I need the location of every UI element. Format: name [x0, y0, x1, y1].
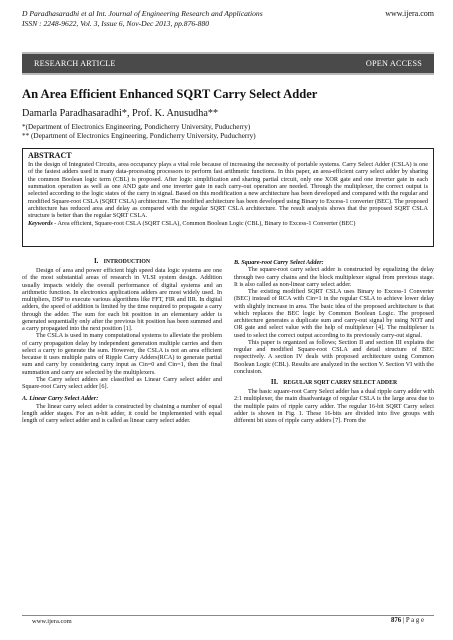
- affiliation-1: *(Department of Electronics Engineering, Pondicherry University, Puducherry): [22, 123, 251, 131]
- page-label: | P a g e: [401, 617, 424, 624]
- section-heading-introduction: [22, 257, 222, 267]
- sqrt-csla-paragraph-2: The existing modified SQRT CSLA uses Binary to Excess-1 Converter (BEC) instead of RCA with Cin=1 in the regular CSLA to achieve lower delay with slightly increase in area. The basic idea of the proposed architecture is that which replaces the BEC logic by Common Boolean Logic. The proposed architecture generates a duplicate sum and carry-out signal by using NOT and OR gate and select value with the help of multiplexer [4]. The multiplexer is used to select the correct output according to its previously carry-out signal.: [234, 288, 434, 339]
- subsection-heading-linear: A. Linear Carry Select Adder:: [22, 395, 99, 403]
- page-num: 876: [390, 617, 402, 624]
- affiliations: [22, 123, 256, 141]
- left-column: [22, 257, 222, 424]
- page-footer: [22, 615, 434, 628]
- journal-url[interactable]: www.ijera.com: [385, 9, 434, 18]
- regular-sqrt-paragraph: The basic square-root Carry Select adder has a dual ripple carry adder with 2:1 multiplexer, the main disadvantage of regular CSLA is the large area due to the multiple pairs of ripple carry adder. The regular 16-bit SQRT Carry select adder is shown in Fig. 1. These 16-bits are divided into five groups with different bit sizes of ripple carry adders [7]. From the: [234, 388, 434, 424]
- running-header: [22, 9, 434, 29]
- footer-url[interactable]: www.ijera.com: [32, 618, 72, 625]
- authors: Damarla Paradhasaradhi*, Prof. K. Anusudha**: [22, 108, 219, 119]
- abstract-text: In the design of Integrated Circuits, area occupancy plays a vital role because of increasing the necessity of portable systems. Carry Select Adder (CSLA) is one of the fastest adders used in many data-processing processors to perform fast arithmetic functions. In this paper, an area-efficient carry select adder by sharing the common Boolean logic term (CBL) is proposed. After logic simplification and sharing partial circuit, only one XOR gate and one inverter gate in each summation operation as well as one AND gate and one inverter gate in each carry-out operation are needed. Through the multiplexer, the correct output is selected according to the logic states of the carry in signal. Based on this modification a new architecture has been developed and compared with the regular and modified Square-root CSLA (SQRT CSLA) architecture. The modified architecture has been developed using Binary to Excess-1 converter (BEC). The proposed architecture has reduced area and delay as compared with the regular SQRT CSLA architecture. The result analysis shows that the proposed SQRT CSLA structure is better than the regular SQRT CSLA.: [28, 161, 428, 220]
- open-access-label: OPEN ACCESS: [365, 59, 422, 68]
- abstract-box: [22, 148, 434, 247]
- section-number: II.: [270, 378, 279, 386]
- keywords-line: [28, 220, 428, 227]
- keywords-label: Keywords: [28, 219, 53, 227]
- abstract-heading: ABSTRACT: [28, 151, 72, 160]
- intro-paragraph-2: The CSLA is used in many computational systems to alleviate the problem of carry propagation delay by independent generation multiple carries and then select a carry to generate the sum. However, the CSLA is not an area efficient because it uses multiple pairs of Ripple Carry Adders(RCA) to generate partial sum and carry by considering carry input as Cin=0 and Cin=1, then the final summation and carry are selected by the multiplexers.: [22, 332, 222, 376]
- keywords-text: - Area efficient, Square-root CSLA (SQRT CSLA), Common Boolean Logic (CBL), Binary to Excess-1 Converter (BEC): [52, 219, 356, 227]
- page-number: [391, 617, 424, 624]
- section-heading-regular-sqrt: [234, 378, 434, 388]
- linear-csla-paragraph: The linear carry select adder is constructed by chaining a number of equal length adder stages. For an n-bit adder, it could be implemented with equal length of carry select adder and is called as linear carry select adder.: [22, 402, 222, 424]
- research-article-label: RESEARCH ARTICLE: [34, 59, 116, 68]
- section-title: INTRODUCTION: [103, 259, 151, 265]
- article-type-band: [22, 52, 434, 75]
- sqrt-csla-paragraph-3: This paper is organized as follows; Section II and section III explains the regular and modified Square-root CSLA and detail structure of BEC respectively. A section IV deals with proposed architecture using Common Boolean Logic (CBL). Results are analyzed in the section V. Section VI with the conclusion.: [234, 338, 434, 375]
- subsection-heading-sqrt: B. Square-root Carry Select Adder:: [234, 259, 324, 266]
- right-column: [234, 257, 434, 424]
- intro-paragraph-1: Design of area and power efficient high speed data logic systems are one of the most substantial areas of research in VLSI system design. Addition usually impacts widely the overall performance of digital systems and an arithmetic function. In electronics applications adders are most widely used. In multipliers, DSP to execute various algorithms like FFT, FIR and IIR. In digital adders, the speed of addition is limited by the time required to propagate a carry through the adder. The sum for each bit position in an elementary adder is generated sequentially only after the previous bit position has been summed and a carry propagated into the next position [1].: [22, 267, 222, 332]
- affiliation-2: ** (Department of Electronics Engineering, Pondicherry University, Puducherry): [22, 132, 256, 141]
- paper-title: An Area Efficient Enhanced SQRT Carry Select Adder: [22, 87, 318, 101]
- section-title: REGULAR SQRT CARRY SELECT ADDER: [283, 380, 398, 386]
- section-number: I.: [93, 257, 99, 265]
- intro-paragraph-3: The Carry select adders are classified as Linear Carry select adder and Square-root Carry select adder [6].: [22, 375, 222, 390]
- citation-line-2: ISSN : 2248-9622, Vol. 3, Issue 6, Nov-Dec 2013, pp.876-880: [22, 19, 210, 28]
- sqrt-csla-paragraph-1: The square-root carry select adder is constructed by equalizing the delay through two carry chains and the block multiplexer signal from previous stage. It is also called as non-linear carry select adder.: [234, 266, 434, 288]
- citation-line-1: D Paradhasaradhi et al Int. Journal of Engineering Research and Applications: [22, 9, 263, 18]
